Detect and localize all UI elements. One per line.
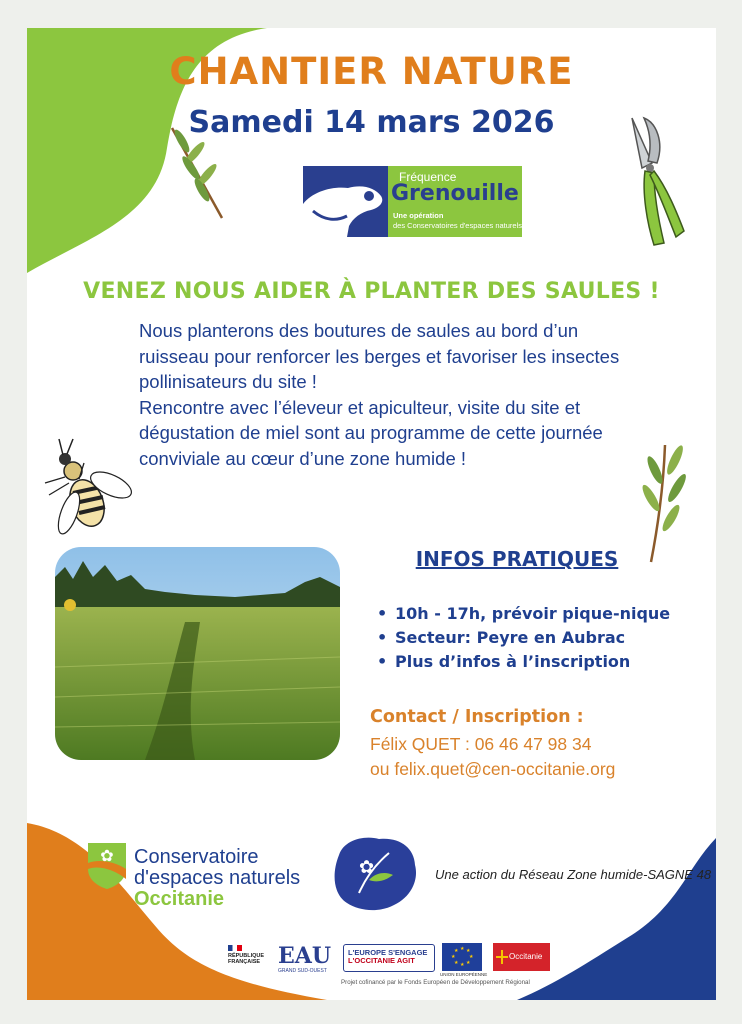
cen-line-1: Conservatoire [134,846,259,868]
cen-occitanie-logo-icon [84,839,130,891]
svg-text:★: ★ [454,960,459,966]
frog-icon [303,166,388,237]
eau-text: EAU [278,943,332,969]
cen-line-3: Occitanie [134,888,225,910]
svg-text:★: ★ [469,954,474,960]
logo-line-1: Fréquence [399,170,457,184]
svg-text:★: ★ [454,948,459,954]
europe-occitanie-logo [343,944,435,972]
contact-phone[interactable]: Félix QUET : 06 46 47 98 34 [370,734,592,754]
svg-text:★: ★ [466,948,471,954]
navy-blob-bottom-right [517,838,716,1000]
rf-line-1: RÉPUBLIQUE [228,953,265,959]
info-item: • Secteur: Peyre en Aubrac [377,626,670,650]
eu-stars-icon [442,943,482,971]
description-line: pollinisateurs du site ! [139,371,317,392]
page-title: CHANTIER NATURE [169,50,574,93]
pruning-shears-icon [612,113,692,248]
description [139,318,659,471]
eu-flag-logo [442,943,482,971]
svg-text:✿: ✿ [100,846,114,865]
headline: VENEZ NOUS AIDER À PLANTER DES SAULES ! [83,279,660,304]
poster [27,28,716,1000]
republique-francaise-logo [228,945,268,965]
willow-branch-icon-right [635,440,695,565]
rf-line-2: FRANÇAISE [228,959,261,965]
svg-text:★: ★ [460,946,465,952]
svg-text:★: ★ [460,962,465,968]
infos-title: INFOS PRATIQUES [415,547,619,571]
contact-email[interactable]: ou felix.quet@cen-occitanie.org [370,759,616,779]
region-label: Occitanie [509,952,543,961]
description-line: conviviale au cœur d’une zone humide ! [139,447,467,469]
logo-line-3: Une opération [393,211,444,220]
cofinance-text: Projet cofinancé par le Fonds Européen de Développement Régional [341,979,530,986]
cen-line-2: d'espaces naturels [134,867,301,889]
europe-line-2: L'OCCITANIE AGIT [348,956,415,965]
svg-text:✿: ✿ [359,857,375,878]
description-line: Rencontre avec l’éleveur et apiculteur, visite du site et [139,396,581,418]
description-line: dégustation de miel sont au programme de cette journée [139,422,603,443]
ue-label: UNION EUROPÉENNE [440,972,488,977]
frequence-grenouille-logo [303,166,522,237]
europe-line-1: L'EUROPE S'ENGAGE [348,948,428,957]
info-item: • Plus d’infos à l’inscription [377,650,670,674]
description-line: Nous planterons des boutures de saules au bord d’un [139,320,579,341]
willow-branch-icon [167,123,227,223]
agence-eau-logo [278,944,334,980]
logo-line-2: Grenouille [391,181,519,206]
occitan-cross-icon [496,950,508,964]
info-item: • 10h - 17h, prévoir pique-nique [377,602,670,626]
description-line: ruisseau pour renforcer les berges et favoriser les insectes [139,345,620,367]
cen-occitanie-name [134,847,300,910]
infos-list [377,602,670,674]
eau-sub: GRAND SUD-OUEST [278,968,327,974]
reseau-sagne-logo [329,835,419,913]
landscape-photo [55,547,340,760]
action-text: Une action du Réseau Zone humide-SAGNE 48 [435,867,712,882]
svg-text:★: ★ [451,954,456,960]
event-date: Samedi 14 mars 2026 [188,105,555,140]
contact-title: Contact / Inscription : [370,707,584,727]
region-occitanie-logo [493,943,550,971]
svg-text:★: ★ [466,960,471,966]
bee-icon [39,433,134,543]
logo-line-4: des Conservatoires d'espaces naturels [393,221,523,230]
